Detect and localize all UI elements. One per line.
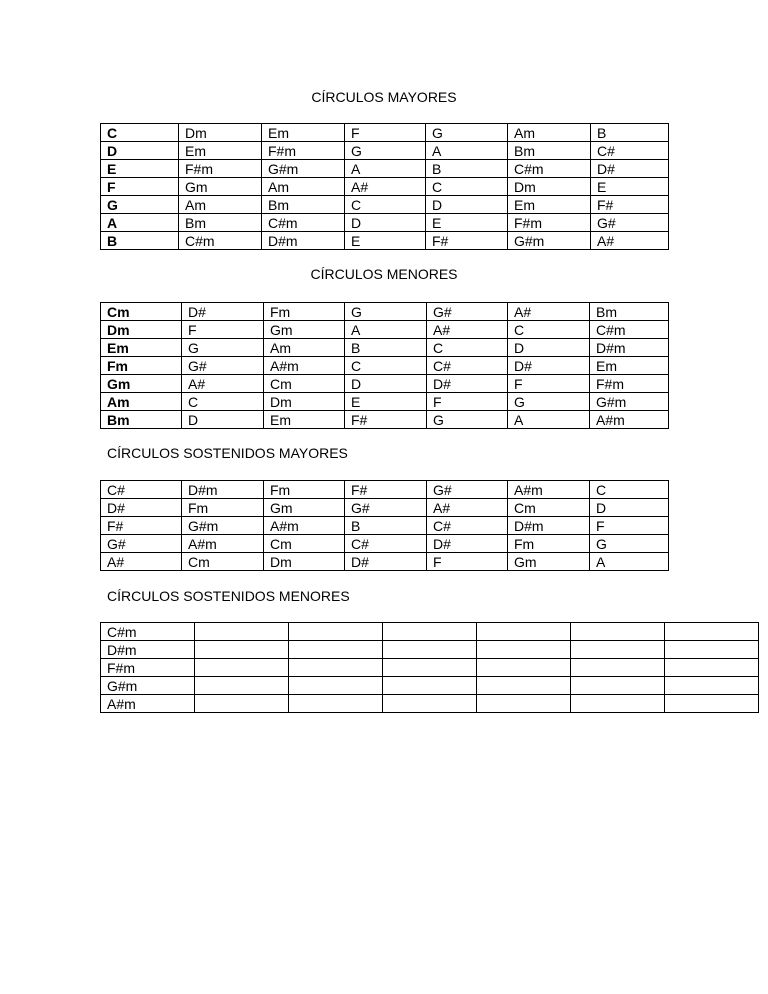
chord-cell	[195, 623, 289, 641]
chord-cell: G#	[427, 303, 508, 321]
chord-cell: A	[345, 321, 427, 339]
chord-cell	[289, 623, 383, 641]
chord-cell	[195, 659, 289, 677]
chord-cell: G	[345, 303, 427, 321]
table-row	[101, 517, 669, 535]
table-row	[101, 339, 669, 357]
table-row	[101, 553, 669, 571]
table-row	[101, 641, 759, 659]
chord-cell: D#	[508, 357, 590, 375]
root-chord-cell: Dm	[101, 321, 182, 339]
chord-cell: Cm	[264, 375, 345, 393]
root-chord-cell: G#	[101, 535, 182, 553]
table-row	[101, 677, 759, 695]
chord-cell: A	[508, 411, 590, 429]
chord-cell: D	[508, 339, 590, 357]
chord-cell: D#m	[182, 481, 264, 499]
table-row	[101, 160, 669, 178]
chord-cell: F#	[426, 232, 508, 250]
root-chord-cell: A#	[101, 553, 182, 571]
chord-cell: C	[427, 339, 508, 357]
chord-cell: D#m	[262, 232, 345, 250]
chord-cell: G	[345, 142, 426, 160]
table-row	[101, 142, 669, 160]
chord-cell	[383, 641, 477, 659]
chord-cell: D#m	[590, 339, 669, 357]
table-row	[101, 411, 669, 429]
chord-cell: G#m	[262, 160, 345, 178]
root-chord-cell: D	[101, 142, 179, 160]
chord-cell: A#	[427, 499, 508, 517]
table-row	[101, 357, 669, 375]
chord-cell: G#m	[590, 393, 669, 411]
chord-cell: Cm	[508, 499, 590, 517]
chord-cell: D	[182, 411, 264, 429]
chord-cell: C	[426, 178, 508, 196]
chord-cell	[665, 641, 759, 659]
chord-cell: D#	[345, 553, 427, 571]
chord-cell: F#m	[179, 160, 262, 178]
chord-cell	[289, 677, 383, 695]
chord-cell: D	[345, 375, 427, 393]
chord-cell: E	[591, 178, 669, 196]
chord-cell: C#m	[262, 214, 345, 232]
chord-cell: Fm	[508, 535, 590, 553]
root-chord-cell: B	[101, 232, 179, 250]
root-chord-cell: F#	[101, 517, 182, 535]
chord-cell: Cm	[264, 535, 345, 553]
chord-cell: Em	[179, 142, 262, 160]
chord-cell: C	[590, 481, 669, 499]
chord-cell: B	[345, 339, 427, 357]
chord-cell	[571, 695, 665, 713]
chord-cell	[383, 695, 477, 713]
chord-table-circulos-sostenidos-menores	[100, 622, 759, 713]
chord-cell: Bm	[508, 142, 591, 160]
chord-cell	[665, 677, 759, 695]
chord-cell: Am	[264, 339, 345, 357]
chord-cell	[477, 623, 571, 641]
chord-cell	[571, 659, 665, 677]
chord-cell: Dm	[264, 553, 345, 571]
chord-cell: Cm	[182, 553, 264, 571]
chord-cell: G#	[591, 214, 669, 232]
root-chord-cell: A	[101, 214, 179, 232]
chord-cell: F	[345, 124, 426, 142]
chord-cell	[289, 641, 383, 659]
chord-cell: C#	[345, 535, 427, 553]
chord-cell: F#m	[262, 142, 345, 160]
table-row	[101, 659, 759, 677]
chord-cell: Gm	[179, 178, 262, 196]
chord-cell: B	[426, 160, 508, 178]
root-chord-cell: C#	[101, 481, 182, 499]
chord-cell: C	[508, 321, 590, 339]
chord-cell: E	[345, 393, 427, 411]
chord-cell: E	[345, 232, 426, 250]
chord-cell: A#	[345, 178, 426, 196]
root-chord-cell: G#m	[101, 677, 195, 695]
chord-cell: A	[345, 160, 426, 178]
root-chord-cell: E	[101, 160, 179, 178]
chord-cell: G#m	[508, 232, 591, 250]
chord-cell: A#	[508, 303, 590, 321]
table-row	[101, 196, 669, 214]
chord-cell: D#	[591, 160, 669, 178]
chord-cell: G#m	[182, 517, 264, 535]
chord-cell	[289, 695, 383, 713]
chord-cell: Em	[508, 196, 591, 214]
chord-cell: Fm	[264, 481, 345, 499]
table-row	[101, 303, 669, 321]
section-title-circulos-sostenidos-mayores: CÍRCULOS SOSTENIDOS MAYORES	[107, 445, 348, 461]
chord-cell: C#m	[508, 160, 591, 178]
table-row	[101, 499, 669, 517]
chord-cell	[383, 659, 477, 677]
table-row	[101, 623, 759, 641]
table-row	[101, 214, 669, 232]
chord-cell	[665, 623, 759, 641]
chord-cell: Gm	[264, 321, 345, 339]
root-chord-cell: F#m	[101, 659, 195, 677]
root-chord-cell: D#	[101, 499, 182, 517]
chord-cell: C#	[427, 357, 508, 375]
chord-cell: C	[345, 357, 427, 375]
table-row	[101, 393, 669, 411]
root-chord-cell: F	[101, 178, 179, 196]
chord-cell: Bm	[179, 214, 262, 232]
chord-cell: F#	[345, 481, 427, 499]
chord-cell: Fm	[182, 499, 264, 517]
chord-cell	[383, 623, 477, 641]
table-row	[101, 481, 669, 499]
root-chord-cell: C#m	[101, 623, 195, 641]
chord-cell: C#m	[179, 232, 262, 250]
chord-cell: F	[590, 517, 669, 535]
chord-cell: C	[345, 196, 426, 214]
chord-cell: F	[427, 393, 508, 411]
chord-cell: Dm	[508, 178, 591, 196]
chord-cell: Dm	[264, 393, 345, 411]
chord-cell: G#	[345, 499, 427, 517]
chord-cell	[195, 695, 289, 713]
chord-cell	[477, 695, 571, 713]
chord-cell	[383, 677, 477, 695]
chord-cell	[477, 659, 571, 677]
root-chord-cell: Am	[101, 393, 182, 411]
table-row	[101, 124, 669, 142]
chord-cell: G	[426, 124, 508, 142]
chord-cell: Gm	[264, 499, 345, 517]
chord-cell: Bm	[590, 303, 669, 321]
root-chord-cell: G	[101, 196, 179, 214]
table-row	[101, 375, 669, 393]
chord-cell: C#m	[590, 321, 669, 339]
chord-cell: A#m	[508, 481, 590, 499]
chord-cell: A#m	[264, 357, 345, 375]
chord-cell	[665, 659, 759, 677]
chord-cell	[195, 677, 289, 695]
chord-cell: Am	[262, 178, 345, 196]
chord-cell: B	[345, 517, 427, 535]
chord-cell: A#	[182, 375, 264, 393]
root-chord-cell: D#m	[101, 641, 195, 659]
chord-cell: F#m	[590, 375, 669, 393]
chord-cell	[571, 677, 665, 695]
chord-cell: C	[182, 393, 264, 411]
root-chord-cell: Bm	[101, 411, 182, 429]
chord-cell: F#	[345, 411, 427, 429]
table-row	[101, 695, 759, 713]
table-row	[101, 232, 669, 250]
chord-cell	[665, 695, 759, 713]
chord-cell: D#m	[508, 517, 590, 535]
chord-cell	[289, 659, 383, 677]
table-row	[101, 535, 669, 553]
chord-cell: A#	[427, 321, 508, 339]
chord-cell: Em	[262, 124, 345, 142]
chord-cell: C#	[427, 517, 508, 535]
chord-cell: A#m	[264, 517, 345, 535]
chord-cell: A	[426, 142, 508, 160]
chord-cell: D	[590, 499, 669, 517]
root-chord-cell: Fm	[101, 357, 182, 375]
root-chord-cell: C	[101, 124, 179, 142]
chord-cell: C#	[591, 142, 669, 160]
chord-table-circulos-menores	[100, 302, 669, 429]
root-chord-cell: Cm	[101, 303, 182, 321]
chord-cell: Bm	[262, 196, 345, 214]
chord-cell: F#m	[508, 214, 591, 232]
chord-cell: G	[182, 339, 264, 357]
chord-cell: A#m	[590, 411, 669, 429]
chord-cell: G	[590, 535, 669, 553]
chord-cell: F	[182, 321, 264, 339]
chord-cell: Em	[590, 357, 669, 375]
chord-cell	[571, 641, 665, 659]
section-title-circulos-sostenidos-menores: CÍRCULOS SOSTENIDOS MENORES	[107, 588, 350, 604]
root-chord-cell: Gm	[101, 375, 182, 393]
chord-cell: D	[426, 196, 508, 214]
chord-table-circulos-mayores	[100, 123, 669, 250]
section-title-circulos-menores: CÍRCULOS MENORES	[310, 266, 458, 282]
table-row	[101, 321, 669, 339]
chord-cell: Fm	[264, 303, 345, 321]
chord-cell: D#	[182, 303, 264, 321]
chord-cell: G	[508, 393, 590, 411]
chord-cell	[195, 641, 289, 659]
chord-cell: Em	[264, 411, 345, 429]
chord-cell: F#	[591, 196, 669, 214]
chord-cell: Am	[508, 124, 591, 142]
chord-cell: D#	[427, 375, 508, 393]
chord-cell: G#	[182, 357, 264, 375]
chord-cell: A	[590, 553, 669, 571]
chord-cell: Gm	[508, 553, 590, 571]
chord-cell: F	[427, 553, 508, 571]
chord-cell: F	[508, 375, 590, 393]
chord-cell: Dm	[179, 124, 262, 142]
chord-cell: A#	[591, 232, 669, 250]
chord-cell	[571, 623, 665, 641]
section-title-circulos-mayores: CÍRCULOS MAYORES	[311, 89, 457, 105]
chord-cell: G#	[427, 481, 508, 499]
chord-cell: A#m	[182, 535, 264, 553]
chord-cell: E	[426, 214, 508, 232]
chord-cell: D	[345, 214, 426, 232]
chord-cell: G	[427, 411, 508, 429]
table-row	[101, 178, 669, 196]
chord-table-circulos-sostenidos-mayores	[100, 480, 669, 571]
chord-cell	[477, 677, 571, 695]
root-chord-cell: A#m	[101, 695, 195, 713]
chord-cell: D#	[427, 535, 508, 553]
chord-cell: Am	[179, 196, 262, 214]
chord-cell	[477, 641, 571, 659]
chord-cell: B	[591, 124, 669, 142]
root-chord-cell: Em	[101, 339, 182, 357]
